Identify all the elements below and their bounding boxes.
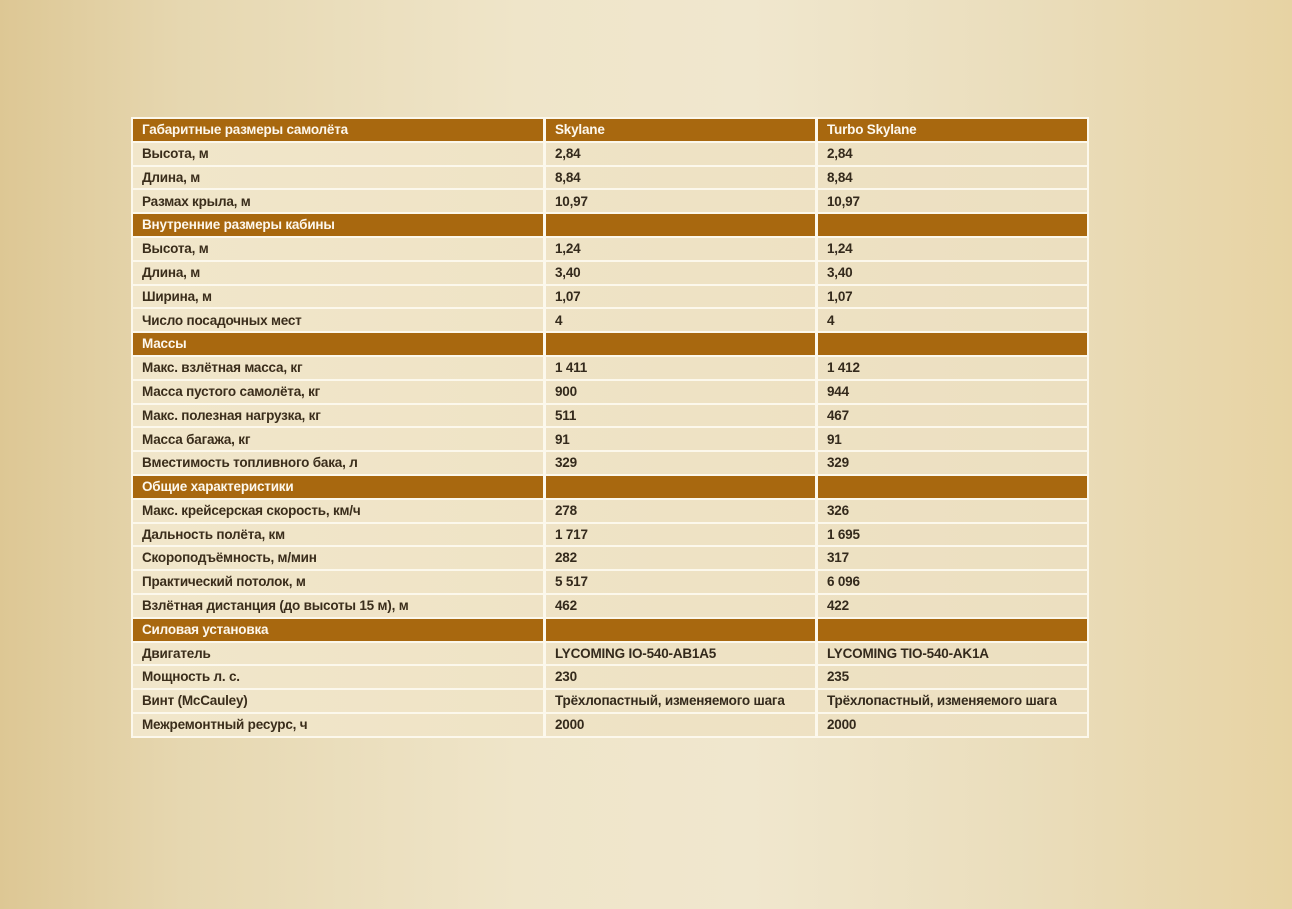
table-row bbox=[133, 262, 1087, 286]
turbo-value: 467 bbox=[815, 405, 1087, 429]
turbo-value: 91 bbox=[815, 428, 1087, 452]
table-row bbox=[133, 428, 1087, 452]
table-header-row bbox=[133, 119, 1087, 143]
table-row bbox=[133, 547, 1087, 571]
spec-label: Скороподъёмность, м/мин bbox=[133, 547, 543, 571]
table-row bbox=[133, 238, 1087, 262]
spec-label: Мощность л. с. bbox=[133, 666, 543, 690]
turbo-value: 2000 bbox=[815, 714, 1087, 736]
spec-label: Взлётная дистанция (до высоты 15 м), м bbox=[133, 595, 543, 619]
turbo-value: 4 bbox=[815, 309, 1087, 333]
spec-label: Длина, м bbox=[133, 167, 543, 191]
section-title: Внутренние размеры кабины bbox=[133, 214, 543, 238]
turbo-value: 10,97 bbox=[815, 190, 1087, 214]
skylane-value: 8,84 bbox=[543, 167, 815, 191]
table-row bbox=[133, 357, 1087, 381]
section-row-cabin-dimensions bbox=[133, 214, 1087, 238]
turbo-value: 3,40 bbox=[815, 262, 1087, 286]
section-title: Общие характеристики bbox=[133, 476, 543, 500]
skylane-value: 2,84 bbox=[543, 143, 815, 167]
skylane-value: 10,97 bbox=[543, 190, 815, 214]
spec-label: Высота, м bbox=[133, 143, 543, 167]
section-row-general-characteristics bbox=[133, 476, 1087, 500]
turbo-value: 329 bbox=[815, 452, 1087, 476]
skylane-value: 900 bbox=[543, 381, 815, 405]
section-row-masses bbox=[133, 333, 1087, 357]
table-row bbox=[133, 643, 1087, 667]
skylane-value: 282 bbox=[543, 547, 815, 571]
table-row bbox=[133, 286, 1087, 310]
turbo-value: 317 bbox=[815, 547, 1087, 571]
skylane-value: 1,24 bbox=[543, 238, 815, 262]
turbo-value: 944 bbox=[815, 381, 1087, 405]
table-row bbox=[133, 666, 1087, 690]
skylane-value: 91 bbox=[543, 428, 815, 452]
spec-label: Дальность полёта, км bbox=[133, 524, 543, 548]
turbo-value: 235 bbox=[815, 666, 1087, 690]
table-row bbox=[133, 167, 1087, 191]
turbo-value: 1 695 bbox=[815, 524, 1087, 548]
spec-label: Ширина, м bbox=[133, 286, 543, 310]
spec-label: Масса пустого самолёта, кг bbox=[133, 381, 543, 405]
table-row bbox=[133, 381, 1087, 405]
section-row-powerplant bbox=[133, 619, 1087, 643]
table-row bbox=[133, 190, 1087, 214]
skylane-value: 1 717 bbox=[543, 524, 815, 548]
table-row bbox=[133, 571, 1087, 595]
header-parameter-label: Габаритные размеры самолёта bbox=[133, 119, 543, 143]
turbo-value: Трёхлопастный, изменяемого шага bbox=[815, 690, 1087, 714]
skylane-value: LYCOMING IO-540-AB1A5 bbox=[543, 643, 815, 667]
turbo-value: 326 bbox=[815, 500, 1087, 524]
spec-label: Длина, м bbox=[133, 262, 543, 286]
spec-label: Масса багажа, кг bbox=[133, 428, 543, 452]
spec-label: Вместимость топливного бака, л bbox=[133, 452, 543, 476]
table-row bbox=[133, 405, 1087, 429]
section-title: Массы bbox=[133, 333, 543, 357]
turbo-value: 8,84 bbox=[815, 167, 1087, 191]
skylane-value: 4 bbox=[543, 309, 815, 333]
spec-label: Практический потолок, м bbox=[133, 571, 543, 595]
spec-label: Двигатель bbox=[133, 643, 543, 667]
turbo-value: 1 412 bbox=[815, 357, 1087, 381]
skylane-value: 230 bbox=[543, 666, 815, 690]
table-row bbox=[133, 309, 1087, 333]
spec-label: Размах крыла, м bbox=[133, 190, 543, 214]
skylane-value: 1,07 bbox=[543, 286, 815, 310]
turbo-value: 6 096 bbox=[815, 571, 1087, 595]
turbo-value: 2,84 bbox=[815, 143, 1087, 167]
skylane-value: 1 411 bbox=[543, 357, 815, 381]
aircraft-specs-table bbox=[131, 117, 1089, 738]
spec-label: Межремонтный ресурс, ч bbox=[142, 717, 308, 733]
skylane-value: 462 bbox=[543, 595, 815, 619]
spec-label: Высота, м bbox=[133, 238, 543, 262]
spec-label: Макс. взлётная масса, кг bbox=[133, 357, 543, 381]
spec-label: Винт (McCauley) bbox=[133, 690, 543, 714]
skylane-value: 329 bbox=[543, 452, 815, 476]
skylane-value: 3,40 bbox=[543, 262, 815, 286]
header-skylane-label: Skylane bbox=[543, 119, 815, 143]
table-row bbox=[133, 690, 1087, 714]
spec-label: Макс. полезная нагрузка, кг bbox=[133, 405, 543, 429]
table-row bbox=[133, 500, 1087, 524]
turbo-value: 422 bbox=[815, 595, 1087, 619]
table-row bbox=[133, 595, 1087, 619]
skylane-value: Трёхлопастный, изменяемого шага bbox=[543, 690, 815, 714]
table-row bbox=[133, 143, 1087, 167]
spec-label: Макс. крейсерская скорость, км/ч bbox=[133, 500, 543, 524]
skylane-value: 278 bbox=[543, 500, 815, 524]
skylane-value: 511 bbox=[543, 405, 815, 429]
table-row bbox=[133, 714, 1087, 736]
turbo-value: LYCOMING TIO-540-AK1A bbox=[815, 643, 1087, 667]
table-row bbox=[133, 524, 1087, 548]
header-turbo-skylane-label: Turbo Skylane bbox=[815, 119, 1087, 143]
turbo-value: 1,24 bbox=[815, 238, 1087, 262]
turbo-value: 1,07 bbox=[815, 286, 1087, 310]
spec-label: Число посадочных мест bbox=[133, 309, 543, 333]
section-title: Силовая установка bbox=[133, 619, 543, 643]
table-row bbox=[133, 452, 1087, 476]
skylane-value: 2000 bbox=[543, 714, 815, 736]
skylane-value: 5 517 bbox=[543, 571, 815, 595]
